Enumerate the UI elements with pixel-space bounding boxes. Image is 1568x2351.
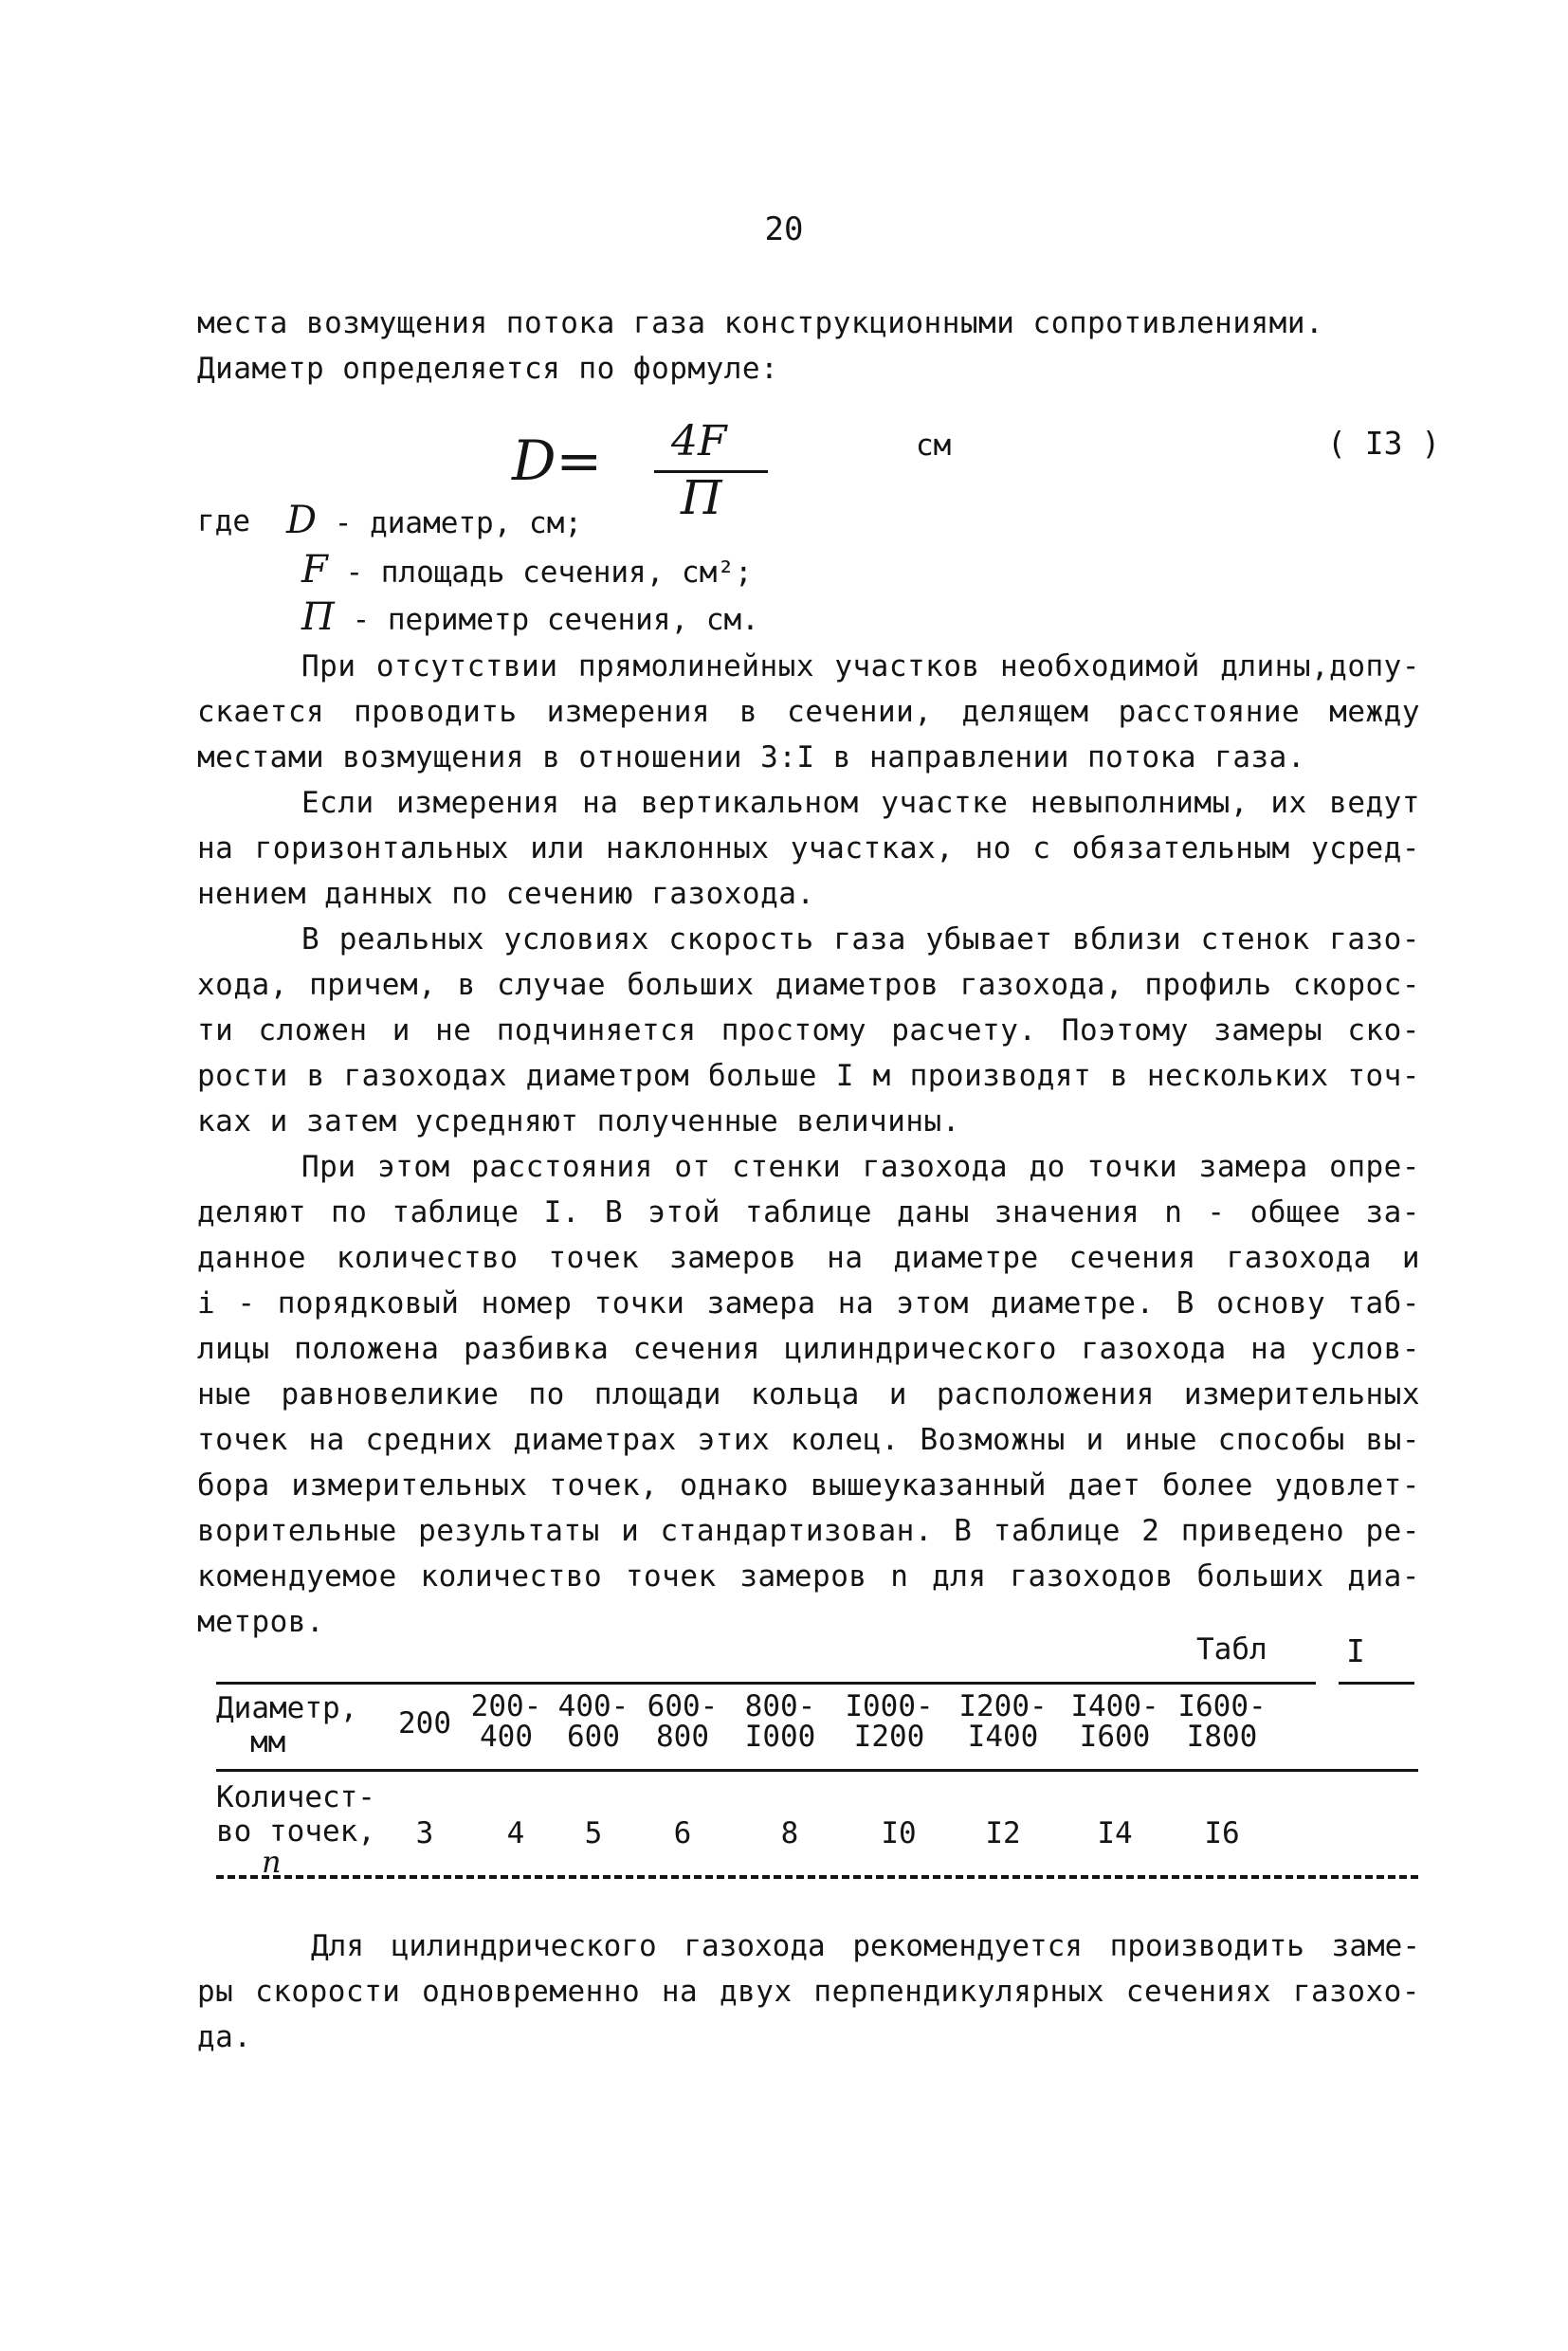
paragraph-line: на горизонтальных или наклонных участках, но с обязательным усред-: [197, 831, 1420, 866]
paragraph-line: рости в газоходах диаметром больше I м производят в нескольких точ-: [197, 1059, 1420, 1093]
diameter-cell: 600- 800: [647, 1689, 719, 1754]
table-caption-number: I: [1346, 1632, 1365, 1669]
table-bottom-rule: [216, 1875, 1418, 1879]
row-label-diameter: [216, 1691, 357, 1759]
paragraph-line: ках и затем усредняют полученные величины.: [197, 1104, 960, 1139]
paragraph-line: данное количество точек замеров на диаметре сечения газохода и: [197, 1241, 1420, 1275]
row-label-line: Количест-: [216, 1780, 375, 1814]
where-label: где: [197, 504, 250, 538]
symbol-p: П: [301, 595, 335, 639]
count-cell: 4: [506, 1816, 525, 1850]
paragraph-line: скается проводить измерения в сечении, делящем расстояние между: [197, 695, 1420, 729]
closing-line: да.: [197, 2020, 252, 2054]
diameter-cell: I400- I600: [1070, 1689, 1159, 1754]
formula-unit: см: [916, 428, 952, 463]
count-cell: 3: [415, 1816, 434, 1850]
paragraph-line: ти сложен и не подчиняется простому расчету. Поэтому замеры ско-: [197, 1013, 1420, 1048]
paragraph-line: Если измерения на вертикальном участке невыполнимы, их ведут: [301, 786, 1420, 820]
intro-line-1: места возмущения потока газа конструкционными сопротивлениями.: [197, 306, 1324, 340]
paragraph-line: ворительные результаты и стандартизован. В таблице 2 приведено ре-: [197, 1514, 1420, 1548]
diameter-cell: 200- 400: [470, 1689, 542, 1754]
count-cell: I6: [1204, 1816, 1240, 1850]
closing-line: ры скорости одновременно на двух перпендикулярных сечениях газохо-: [197, 1975, 1420, 2009]
paragraph-line: лицы положена разбивка сечения цилиндрического газохода на услов-: [197, 1332, 1420, 1366]
intro-line-2: Диаметр определяется по формуле:: [197, 352, 779, 386]
table-top-rule-right: [1339, 1682, 1414, 1685]
count-cell: 5: [584, 1816, 603, 1850]
paragraph-line: комендуемое количество точек замеров n для газоходов больших диа-: [197, 1559, 1420, 1594]
paragraph-line: бора измерительных точек, однако вышеуказанный дает более удовлет-: [197, 1468, 1420, 1503]
definition-perimeter: [301, 595, 759, 642]
row-label-line: мм: [250, 1725, 286, 1759]
count-cell: 8: [780, 1816, 799, 1850]
diameter-cell: 200: [398, 1706, 451, 1740]
count-cell: 6: [673, 1816, 692, 1850]
paragraph-line: метров.: [197, 1605, 325, 1639]
paragraph-line: хода, причем, в случае больших диаметров газохода, профиль скорос-: [197, 968, 1420, 1002]
formula-lhs: D=: [512, 428, 603, 493]
symbol-f: F: [301, 548, 328, 592]
table-middle-rule: [216, 1769, 1418, 1772]
diameter-cell: 800- I000: [744, 1689, 816, 1754]
count-cell: I0: [881, 1816, 917, 1850]
row-label-line: Диаметр,: [216, 1691, 358, 1725]
paragraph-line: i - порядковый номер точки замера на этом диаметре. В основу таб-: [197, 1286, 1420, 1321]
diameter-cell: 400- 600: [557, 1689, 629, 1754]
definition-area: [301, 548, 753, 594]
paragraph-line: местами возмущения в отношении 3:I в направлении потока газа.: [197, 740, 1305, 775]
diameter-cell: I000- I200: [845, 1689, 934, 1754]
symbol-n: n: [262, 1844, 282, 1880]
paragraph-line: точек на средних диаметрах этих колец. Возможны и иные способы вы-: [197, 1423, 1420, 1457]
definition-text: - диаметр, см;: [334, 506, 583, 540]
definition-text: - периметр сечения, см.: [352, 603, 759, 637]
paragraph-line: ные равновеликие по площади кольца и расположения измерительных: [197, 1377, 1420, 1412]
table-top-rule: [216, 1682, 1316, 1685]
formula-denominator: П: [681, 470, 722, 525]
diameter-cell: I600- I800: [1177, 1689, 1267, 1754]
definition-diameter: [286, 499, 582, 545]
row-label-line: во точек,: [216, 1814, 375, 1849]
paragraph-line: деляют по таблице I. В этой таблице даны значения n - общее за-: [197, 1195, 1420, 1230]
diameter-cell: I200- I400: [958, 1689, 1048, 1754]
row-label-count: [216, 1780, 375, 1880]
formula-numerator: 4F: [671, 417, 727, 465]
paragraph-line: При отсутствии прямолинейных участков необходимой длины,допу-: [301, 649, 1420, 683]
closing-line: Для цилиндрического газохода рекомендуется производить заме-: [311, 1929, 1420, 1963]
symbol-d: D: [286, 499, 318, 542]
equation-number: ( I3 ): [1327, 425, 1441, 462]
paragraph-line: При этом расстояния от стенки газохода до точки замера опре-: [301, 1150, 1420, 1184]
paragraph-line: нением данных по сечению газохода.: [197, 877, 815, 911]
page-number: 20: [764, 210, 804, 248]
count-cell: I4: [1097, 1816, 1133, 1850]
paragraph-line: В реальных условиях скорость газа убывает вблизи стенок газо-: [301, 922, 1420, 957]
count-cell: I2: [985, 1816, 1021, 1850]
definition-text: - площадь сечения, см²;: [345, 556, 753, 590]
table-caption: Табл: [1196, 1632, 1267, 1667]
